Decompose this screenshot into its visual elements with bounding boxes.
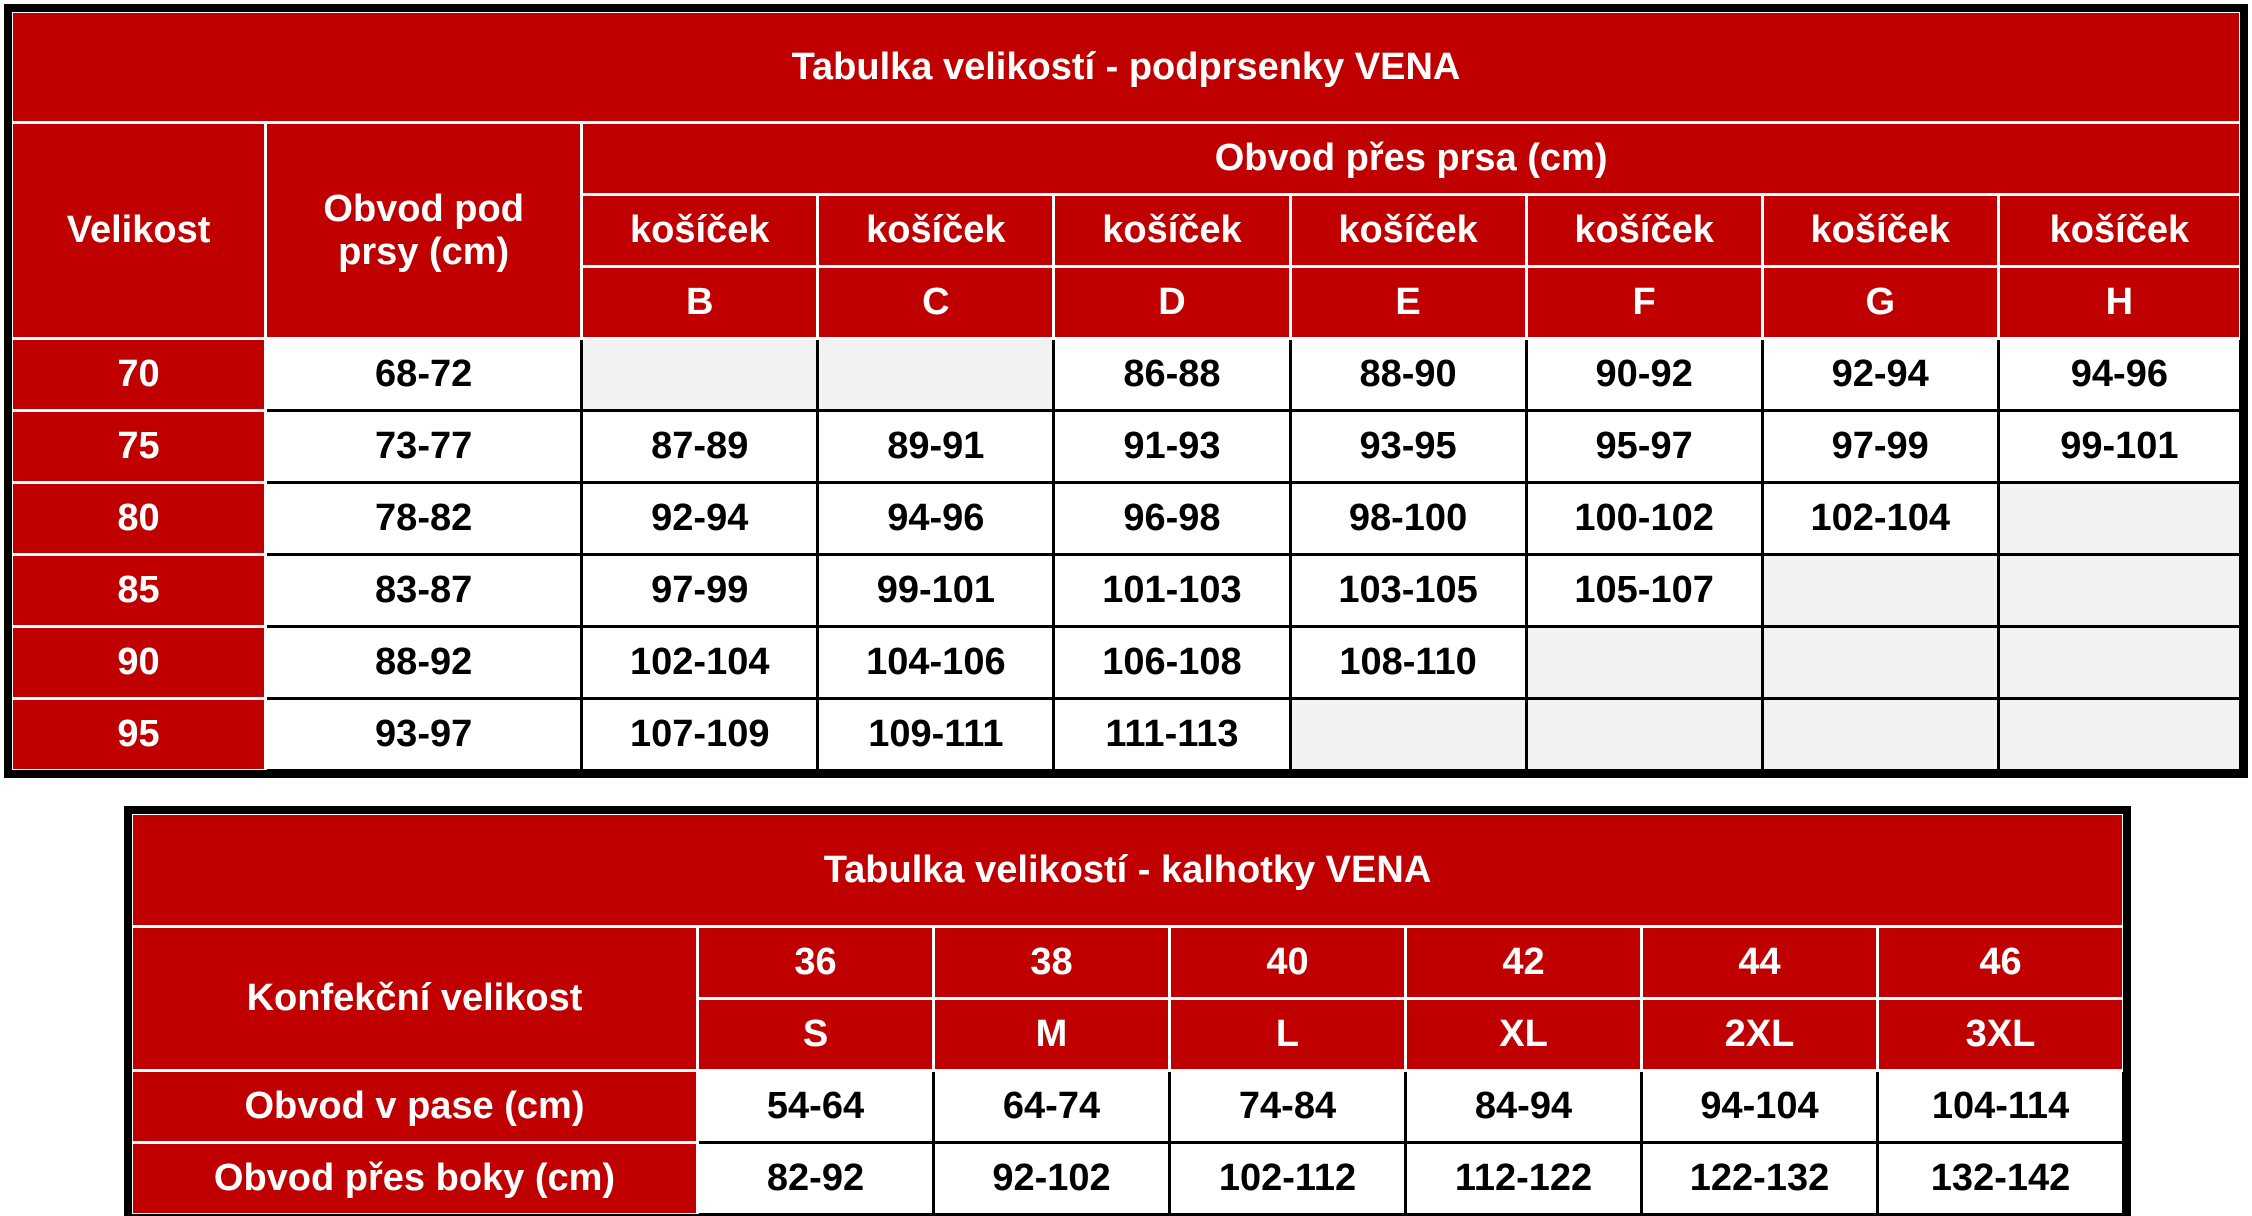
bust-measure-cell: 94-96 (818, 483, 1054, 555)
bust-measure-cell: 101-103 (1054, 555, 1290, 627)
bust-measure-cell (1526, 699, 1762, 771)
bra-table-row (12, 699, 2241, 771)
size-letter-header: M (934, 999, 1170, 1071)
underbust-cell: 88-92 (266, 627, 582, 699)
bust-measure-cell: 92-94 (582, 483, 818, 555)
panty-table-row (132, 1143, 2124, 1215)
bust-measure-cell: 104-106 (818, 627, 1054, 699)
underbust-cell: 68-72 (266, 339, 582, 411)
bust-measure-cell: 100-102 (1526, 483, 1762, 555)
bust-measure-cell: 109-111 (818, 699, 1054, 771)
bust-measure-cell (1998, 627, 2240, 699)
cup-word-header: košíček (1054, 195, 1290, 267)
size-letter-header: 2XL (1642, 999, 1878, 1071)
bust-measure-cell: 98-100 (1290, 483, 1526, 555)
size-number-header: 40 (1170, 927, 1406, 999)
measure-value-cell: 54-64 (698, 1071, 934, 1143)
cup-letter-header: F (1526, 267, 1762, 339)
band-size-cell: 80 (12, 483, 266, 555)
underbust-cell: 83-87 (266, 555, 582, 627)
measure-value-cell: 94-104 (1642, 1071, 1878, 1143)
bust-measure-cell: 92-94 (1762, 339, 1998, 411)
bra-table-row (12, 483, 2241, 555)
panty-table-row (132, 1071, 2124, 1143)
cup-word-header: košíček (1526, 195, 1762, 267)
measure-label-cell: Obvod přes boky (cm) (132, 1143, 698, 1215)
bust-measure-cell: 99-101 (1998, 411, 2240, 483)
cup-letter-header: C (818, 267, 1054, 339)
bust-measure-cell (1762, 627, 1998, 699)
bra-table-row (12, 627, 2241, 699)
bra-table-row (12, 555, 2241, 627)
bust-measure-cell (1998, 699, 2240, 771)
bust-measure-cell (1290, 699, 1526, 771)
cup-word-header: košíček (818, 195, 1054, 267)
bust-measure-cell: 106-108 (1054, 627, 1290, 699)
bust-measure-cell: 88-90 (1290, 339, 1526, 411)
bust-measure-cell (582, 339, 818, 411)
bust-measure-cell: 89-91 (818, 411, 1054, 483)
measure-value-cell: 132-142 (1878, 1143, 2124, 1215)
bust-measure-cell: 86-88 (1054, 339, 1290, 411)
cup-word-header: košíček (1290, 195, 1526, 267)
size-letter-header: L (1170, 999, 1406, 1071)
bust-measure-cell: 111-113 (1054, 699, 1290, 771)
cup-letter-header: D (1054, 267, 1290, 339)
bust-measure-cell: 96-98 (1054, 483, 1290, 555)
underbust-cell: 78-82 (266, 483, 582, 555)
band-size-cell: 95 (12, 699, 266, 771)
bra-table-row (12, 339, 2241, 411)
bust-measure-cell: 87-89 (582, 411, 818, 483)
bust-measure-cell: 94-96 (1998, 339, 2240, 411)
measure-value-cell: 122-132 (1642, 1143, 1878, 1215)
bust-measure-cell: 90-92 (1526, 339, 1762, 411)
cup-word-header: košíček (1998, 195, 2240, 267)
panty-size-table (130, 812, 2125, 1216)
bust-measure-cell (818, 339, 1054, 411)
measure-label-cell: Obvod v pase (cm) (132, 1071, 698, 1143)
size-letter-header: 3XL (1878, 999, 2124, 1071)
cup-word-header: košíček (582, 195, 818, 267)
bust-measure-cell (1762, 699, 1998, 771)
bust-measure-cell: 91-93 (1054, 411, 1290, 483)
bust-measure-cell (1762, 555, 1998, 627)
cup-letter-header: G (1762, 267, 1998, 339)
bust-measure-cell: 99-101 (818, 555, 1054, 627)
cup-letter-header: H (1998, 267, 2240, 339)
band-size-cell: 70 (12, 339, 266, 411)
bust-measure-cell: 102-104 (582, 627, 818, 699)
bust-measure-cell: 95-97 (1526, 411, 1762, 483)
measure-value-cell: 74-84 (1170, 1071, 1406, 1143)
measure-value-cell: 112-122 (1406, 1143, 1642, 1215)
size-letter-header: S (698, 999, 934, 1071)
bust-measure-cell: 105-107 (1526, 555, 1762, 627)
bust-measure-cell: 97-99 (1762, 411, 1998, 483)
measure-value-cell: 82-92 (698, 1143, 934, 1215)
bust-measure-cell: 97-99 (582, 555, 818, 627)
bra-size-table (10, 10, 2242, 772)
underbust-cell: 73-77 (266, 411, 582, 483)
bust-measure-cell: 107-109 (582, 699, 818, 771)
measure-value-cell: 92-102 (934, 1143, 1170, 1215)
band-size-cell: 75 (12, 411, 266, 483)
size-letter-header: XL (1406, 999, 1642, 1071)
bust-measure-cell: 103-105 (1290, 555, 1526, 627)
bust-measure-cell: 108-110 (1290, 627, 1526, 699)
measure-value-cell: 64-74 (934, 1071, 1170, 1143)
bust-measure-cell (1998, 555, 2240, 627)
bust-measure-cell (1998, 483, 2240, 555)
panty-table-title: Tabulka velikostí - kalhotky VENA (132, 814, 2124, 927)
cup-letter-header: E (1290, 267, 1526, 339)
size-header: Velikost (12, 123, 266, 339)
size-number-header: 46 (1878, 927, 2124, 999)
underbust-header: Obvod pod prsy (cm) (266, 123, 582, 339)
cup-word-header: košíček (1762, 195, 1998, 267)
bust-measure-cell (1526, 627, 1762, 699)
bust-measure-cell: 102-104 (1762, 483, 1998, 555)
bra-table-row (12, 411, 2241, 483)
size-number-header: 42 (1406, 927, 1642, 999)
cup-letter-header: B (582, 267, 818, 339)
band-size-cell: 90 (12, 627, 266, 699)
measure-value-cell: 84-94 (1406, 1071, 1642, 1143)
underbust-cell: 93-97 (266, 699, 582, 771)
bust-header: Obvod přes prsa (cm) (582, 123, 2241, 195)
bust-measure-cell: 93-95 (1290, 411, 1526, 483)
size-number-header: 36 (698, 927, 934, 999)
bra-table-title: Tabulka velikostí - podprsenky VENA (12, 12, 2241, 123)
measure-value-cell: 104-114 (1878, 1071, 2124, 1143)
measure-value-cell: 102-112 (1170, 1143, 1406, 1215)
size-number-header: 38 (934, 927, 1170, 999)
size-number-header: 44 (1642, 927, 1878, 999)
clothing-size-header: Konfekční velikost (132, 927, 698, 1071)
band-size-cell: 85 (12, 555, 266, 627)
